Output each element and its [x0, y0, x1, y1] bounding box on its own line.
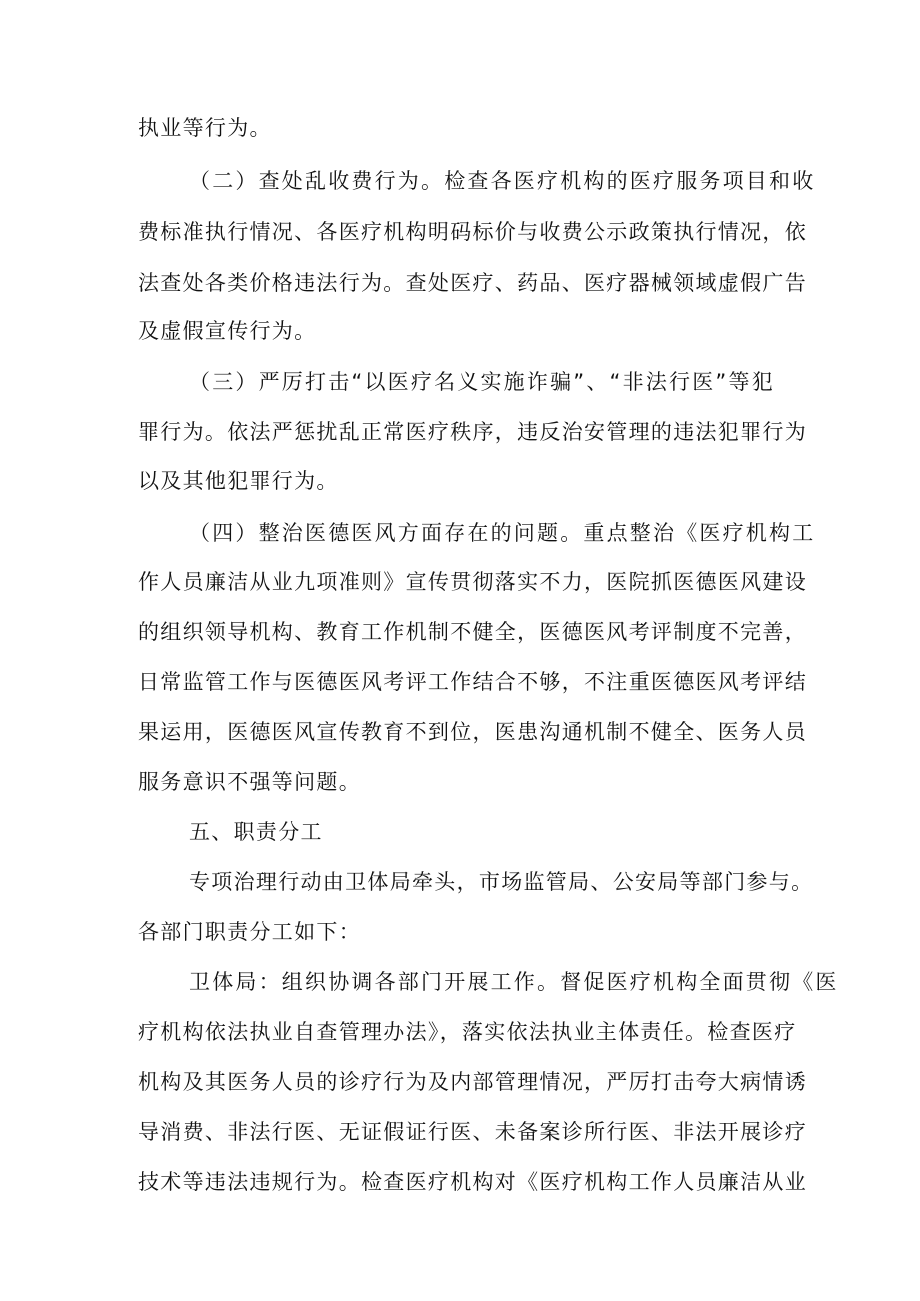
- text-line: （三）严厉打击“以医疗名义实施诈骗”、“非法行医”等犯: [189, 370, 775, 394]
- text-line: 执业等行为。: [138, 116, 272, 140]
- text-line: 卫体局：组织协调各部门开展工作。督促医疗机构全面贯彻《医: [189, 970, 839, 994]
- text-line: 机构及其医务人员的诊疗行为及内部管理情况，严厉打击夸大病情诱: [138, 1070, 807, 1094]
- text-line: 法查处各类价格违法行为。查处医疗、药品、医疗器械领域虚假广告: [138, 271, 807, 295]
- text-line: 作人员廉洁从业九项准则》宣传贯彻落实不力，医院抓医德医风建设: [138, 570, 807, 594]
- text-line: 及虚假宣传行为。: [138, 319, 317, 343]
- text-line: 费标准执行情况、各医疗机构明码标价与收费公示政策执行情况，依: [138, 220, 807, 244]
- text-line: 的组织领导机构、教育工作机制不健全，医德医风考评制度不完善，: [138, 620, 807, 644]
- section-heading: 五、职责分工: [189, 820, 323, 844]
- text-line: 技术等违法违规行为。检查医疗机构对《医疗机构工作人员廉洁从业: [138, 1170, 807, 1194]
- text-line: 日常监管工作与医德医风考评工作结合不够，不注重医德医风考评结: [138, 670, 807, 694]
- text-line: 各部门职责分工如下：: [138, 920, 361, 944]
- text-line: 服务意识不强等问题。: [138, 770, 361, 794]
- text-line: （四）整治医德医风方面存在的问题。重点整治《医疗机构工: [189, 521, 816, 545]
- text-line: 专项治理行动由卫体局牵头，市场监管局、公安局等部门参与。: [189, 870, 814, 894]
- text-line: 果运用，医德医风宣传教育不到位，医患沟通机制不健全、医务人员: [138, 720, 807, 744]
- text-line: 导消费、非法行医、无证假证行医、未备案诊所行医、非法开展诊疗: [138, 1120, 807, 1144]
- text-line: 罪行为。依法严惩扰乱正常医疗秩序，违反治安管理的违法犯罪行为: [138, 420, 807, 444]
- text-line: 疗机构依法执业自查管理办法》，落实依法执业主体责任。检查医疗: [138, 1020, 797, 1044]
- text-line: （二）查处乱收费行为。检查各医疗机构的医疗服务项目和收: [189, 169, 816, 193]
- text-line: 以及其他犯罪行为。: [138, 469, 339, 493]
